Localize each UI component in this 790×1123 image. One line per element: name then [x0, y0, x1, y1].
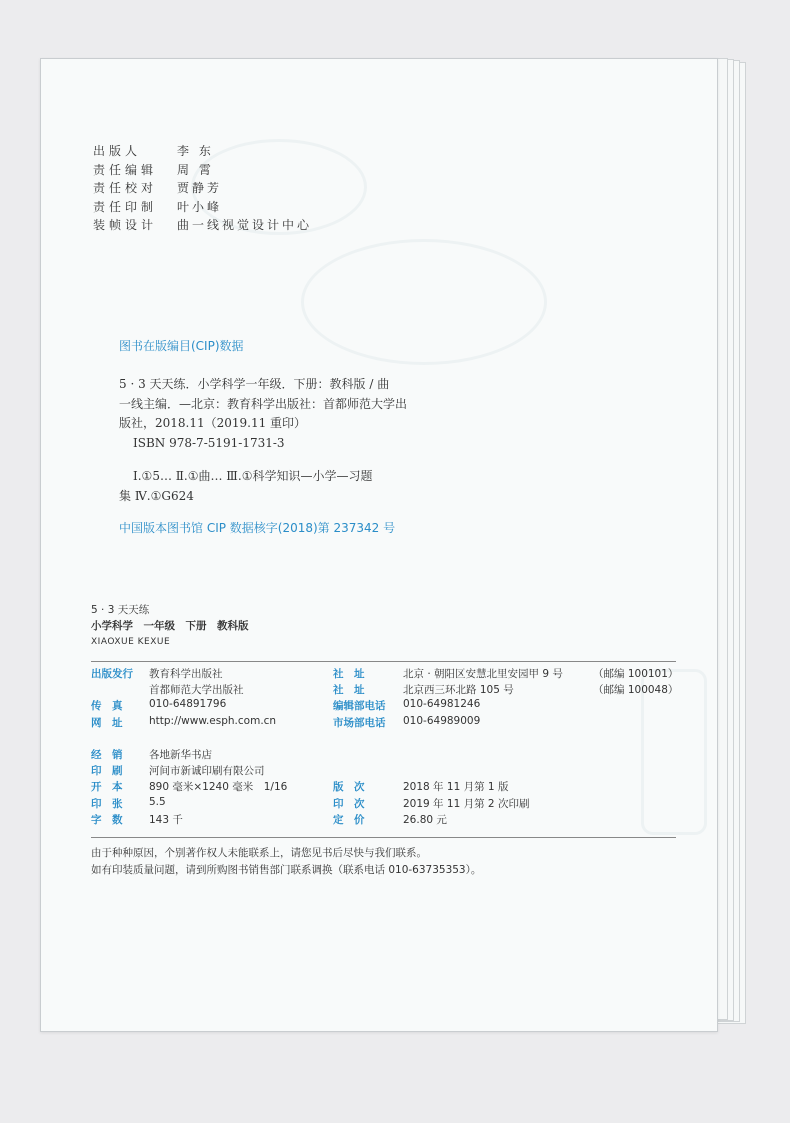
footer-note: 如有印装质量问题，请到所购图书销售部门联系调换（联系电话 010-63735353）。 — [91, 864, 482, 876]
cip-heading: 图书在版编目(CIP)数据 — [119, 339, 244, 353]
info-value: 2019 年 11 月第 2 次印刷 — [403, 797, 530, 810]
credits-block — [93, 142, 312, 235]
credit-label: 责任印制 — [93, 199, 158, 214]
info-value: 010-64989009 — [403, 714, 481, 727]
info-label: 出版发行 — [91, 668, 133, 680]
info-value: 2018 年 11 月第 1 版 — [403, 781, 509, 794]
info-postcode: （邮编 100101） — [593, 668, 679, 680]
info-label: 网 址 — [91, 716, 123, 729]
info-label: 编辑部电话 — [333, 700, 386, 713]
credit-value: 贾静芳 — [177, 181, 223, 195]
info-value: 河间市新诚印刷有限公司 — [149, 765, 265, 778]
info-label: 印 张 — [91, 797, 123, 810]
info-label: 传 真 — [91, 700, 123, 713]
info-value: 890 毫米×1240 毫米 1/16 — [149, 781, 288, 794]
info-label: 印 刷 — [91, 765, 123, 778]
info-value: 26.80 元 — [403, 813, 447, 826]
info-label: 社 址 — [333, 668, 365, 680]
credit-row — [93, 142, 312, 161]
credit-value: 曲一线视觉设计中心 — [177, 218, 313, 232]
info-value: 143 千 — [149, 813, 183, 826]
credit-label: 出版人 — [93, 144, 142, 158]
info-label: 字 数 — [91, 813, 123, 826]
info-value: 5.5 — [149, 795, 166, 808]
credit-row — [93, 179, 312, 198]
show-through-art — [301, 239, 547, 365]
book-pinyin: XIAOXUE KEXUE — [91, 637, 171, 647]
info-label: 社 址 — [333, 684, 365, 697]
info-value: 010-64891796 — [149, 698, 227, 711]
book-title: 小学科学 一年级 下册 教科版 — [91, 620, 249, 632]
credit-row — [93, 161, 312, 180]
credit-label: 责任校对 — [93, 181, 158, 195]
bottom-divider — [91, 837, 676, 838]
info-label: 经 销 — [91, 749, 123, 761]
series-name: 5 · 3 天天练 — [91, 604, 150, 616]
cip-body — [119, 375, 407, 506]
info-value: http://www.esph.com.cn — [149, 714, 277, 727]
book-title-block — [91, 602, 249, 650]
info-value: 北京 · 朝阳区安慧北里安园甲 9 号 — [403, 668, 563, 680]
credit-value: 叶小峰 — [177, 199, 223, 214]
credit-value: 周 霄 — [177, 162, 214, 177]
cip-isbn: ISBN 978-7-5191-1731-3 — [133, 435, 285, 450]
cip-class-line: Ⅰ.①5… Ⅱ.①曲… Ⅲ.①科学知识—小学—习题 — [133, 469, 373, 483]
info-value: 首都师范大学出版社 — [149, 684, 244, 697]
info-label: 定 价 — [333, 813, 365, 826]
info-value: 北京西三环北路 105 号 — [403, 684, 514, 697]
info-value: 教育科学出版社 — [149, 668, 223, 680]
copyright-page — [40, 58, 718, 1032]
info-label: 市场部电话 — [333, 716, 386, 729]
info-value: 010-64981246 — [403, 698, 481, 711]
cip-line: 5 · 3 天天练．小学科学一年级．下册：教科版 / 曲 — [119, 377, 390, 391]
credit-value: 李 东 — [177, 144, 214, 158]
credit-row — [93, 198, 312, 217]
info-label: 版 次 — [333, 781, 365, 794]
info-label: 印 次 — [333, 797, 365, 810]
footer-note: 由于种种原因，个别著作权人未能联系上，请您见书后尽快与我们联系。 — [91, 847, 427, 859]
cip-record-number: 中国版本图书馆 CIP 数据核字(2018)第 237342 号 — [119, 521, 396, 535]
credit-row — [93, 216, 312, 235]
credit-label: 责任编辑 — [93, 162, 158, 177]
info-label: 开 本 — [91, 781, 123, 794]
cip-class-line: 集 Ⅳ.①G624 — [119, 488, 194, 503]
top-divider — [91, 661, 676, 662]
info-value: 各地新华书店 — [149, 749, 212, 761]
cip-line: 一线主编．—北京：教育科学出版社：首都师范大学出 — [119, 396, 408, 411]
credit-label: 装帧设计 — [93, 218, 158, 232]
cip-line: 版社，2018.11（2019.11 重印） — [119, 416, 307, 430]
info-postcode: （邮编 100048） — [593, 684, 679, 697]
